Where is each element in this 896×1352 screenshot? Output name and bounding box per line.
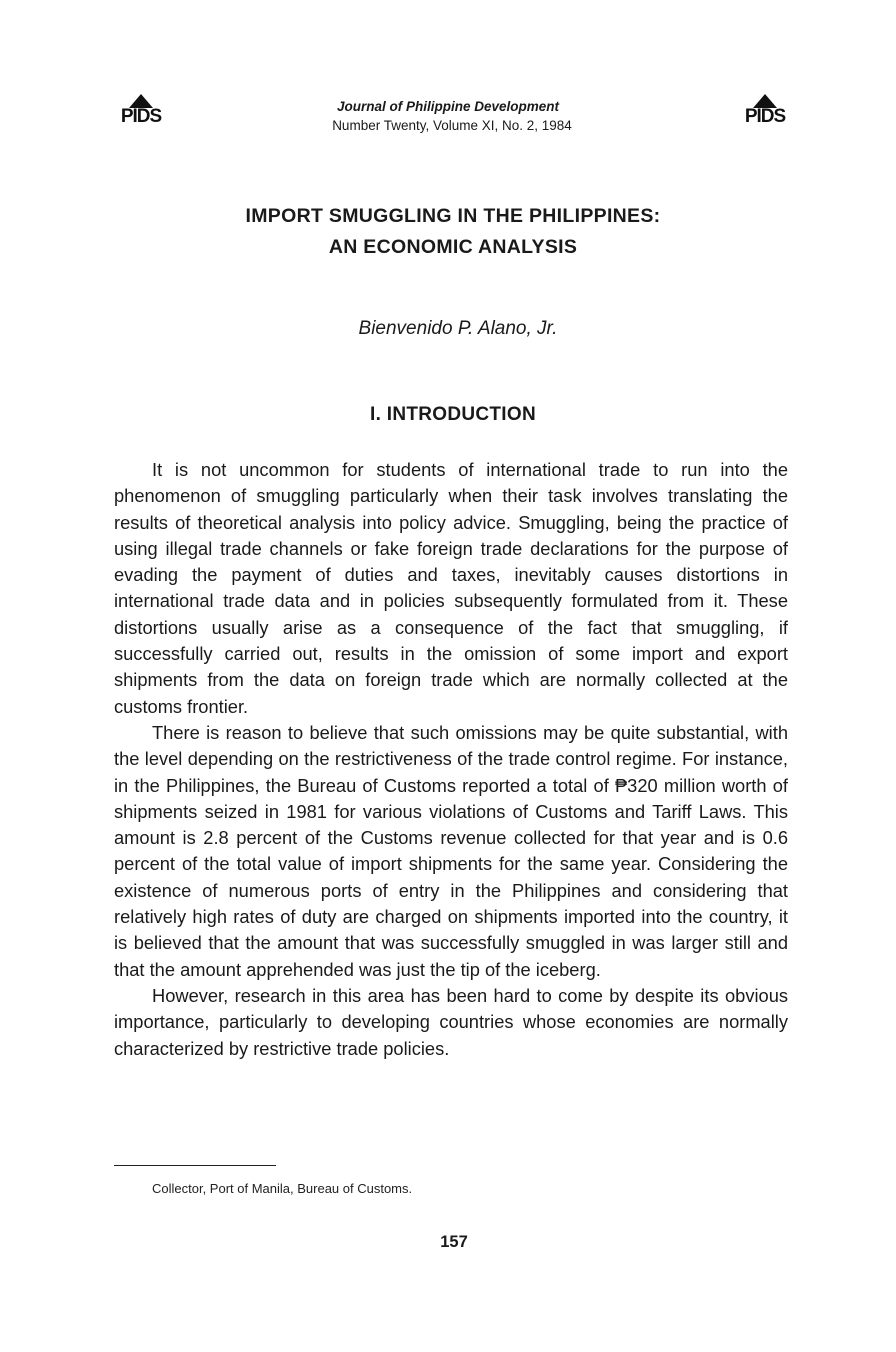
author-footnote: Collector, Port of Manila, Bureau of Customs. (152, 1181, 413, 1196)
footnote-divider (114, 1165, 276, 1166)
article-author: Bienvenido P. Alano, Jr. (358, 318, 558, 339)
journal-issue: Number Twenty, Volume XI, No. 2, 1984 (332, 118, 572, 133)
article-title (0, 201, 896, 263)
article-body (114, 457, 788, 1062)
pids-logo-right (736, 94, 794, 130)
body-paragraph-2: There is reason to believe that such omissions may be quite substantial, with the level depending on the restrictiveness of the trade control regime. For instance, in the Philippines, the Bureau of Customs reported a total of ₱320 million worth of shipments seized in 1981 for various violations of Customs and Tariff Laws. This amount is 2.8 percent of the Customs revenue collected for that year and is 0.6 percent of the total value of import shipments for the same year. Considering the existence of numerous ports of entry in the Philippines and considering that relatively high rates of duty are charged on shipments imported into the country, it is believed that the amount that was successfully smuggled in was larger still and that the amount apprehended was just the tip of the iceberg. (114, 721, 788, 980)
article-title-line-2: AN ECONOMIC ANALYSIS (328, 236, 578, 258)
pids-logo-text: PIDS (744, 106, 786, 127)
page-number: 157 (440, 1233, 468, 1251)
body-paragraph-3: However, research in this area has been hard to come by despite its obvious importance, particularly to developing countries whose economies are normally characterized by restrictive trade policies. (114, 984, 788, 1059)
body-paragraph-1: It is not uncommon for students of international trade to run into the phenomenon of smuggling particularly when their task involves translating the results of theoretical analysis into policy advice. Smuggling, being the practice of using illegal trade channels or fake foreign trade declarations for the purpose of evading the payment of duties and taxes, inevitably causes distortions in international trade data and in policies subsequently formulated from it. These distortions usually arise as a consequence of the fact that smuggling, if successfully carried out, results in the omission of some import and export shipments from the data on foreign trade which are normally collected at the customs frontier. (114, 459, 788, 717)
section-heading: I. INTRODUCTION (370, 404, 536, 425)
pids-logo-text: PIDS (120, 106, 162, 127)
journal-name: Journal of Philippine Development (336, 99, 560, 114)
article-title-line-1: IMPORT SMUGGLING IN THE PHILIPPINES: (245, 205, 661, 227)
